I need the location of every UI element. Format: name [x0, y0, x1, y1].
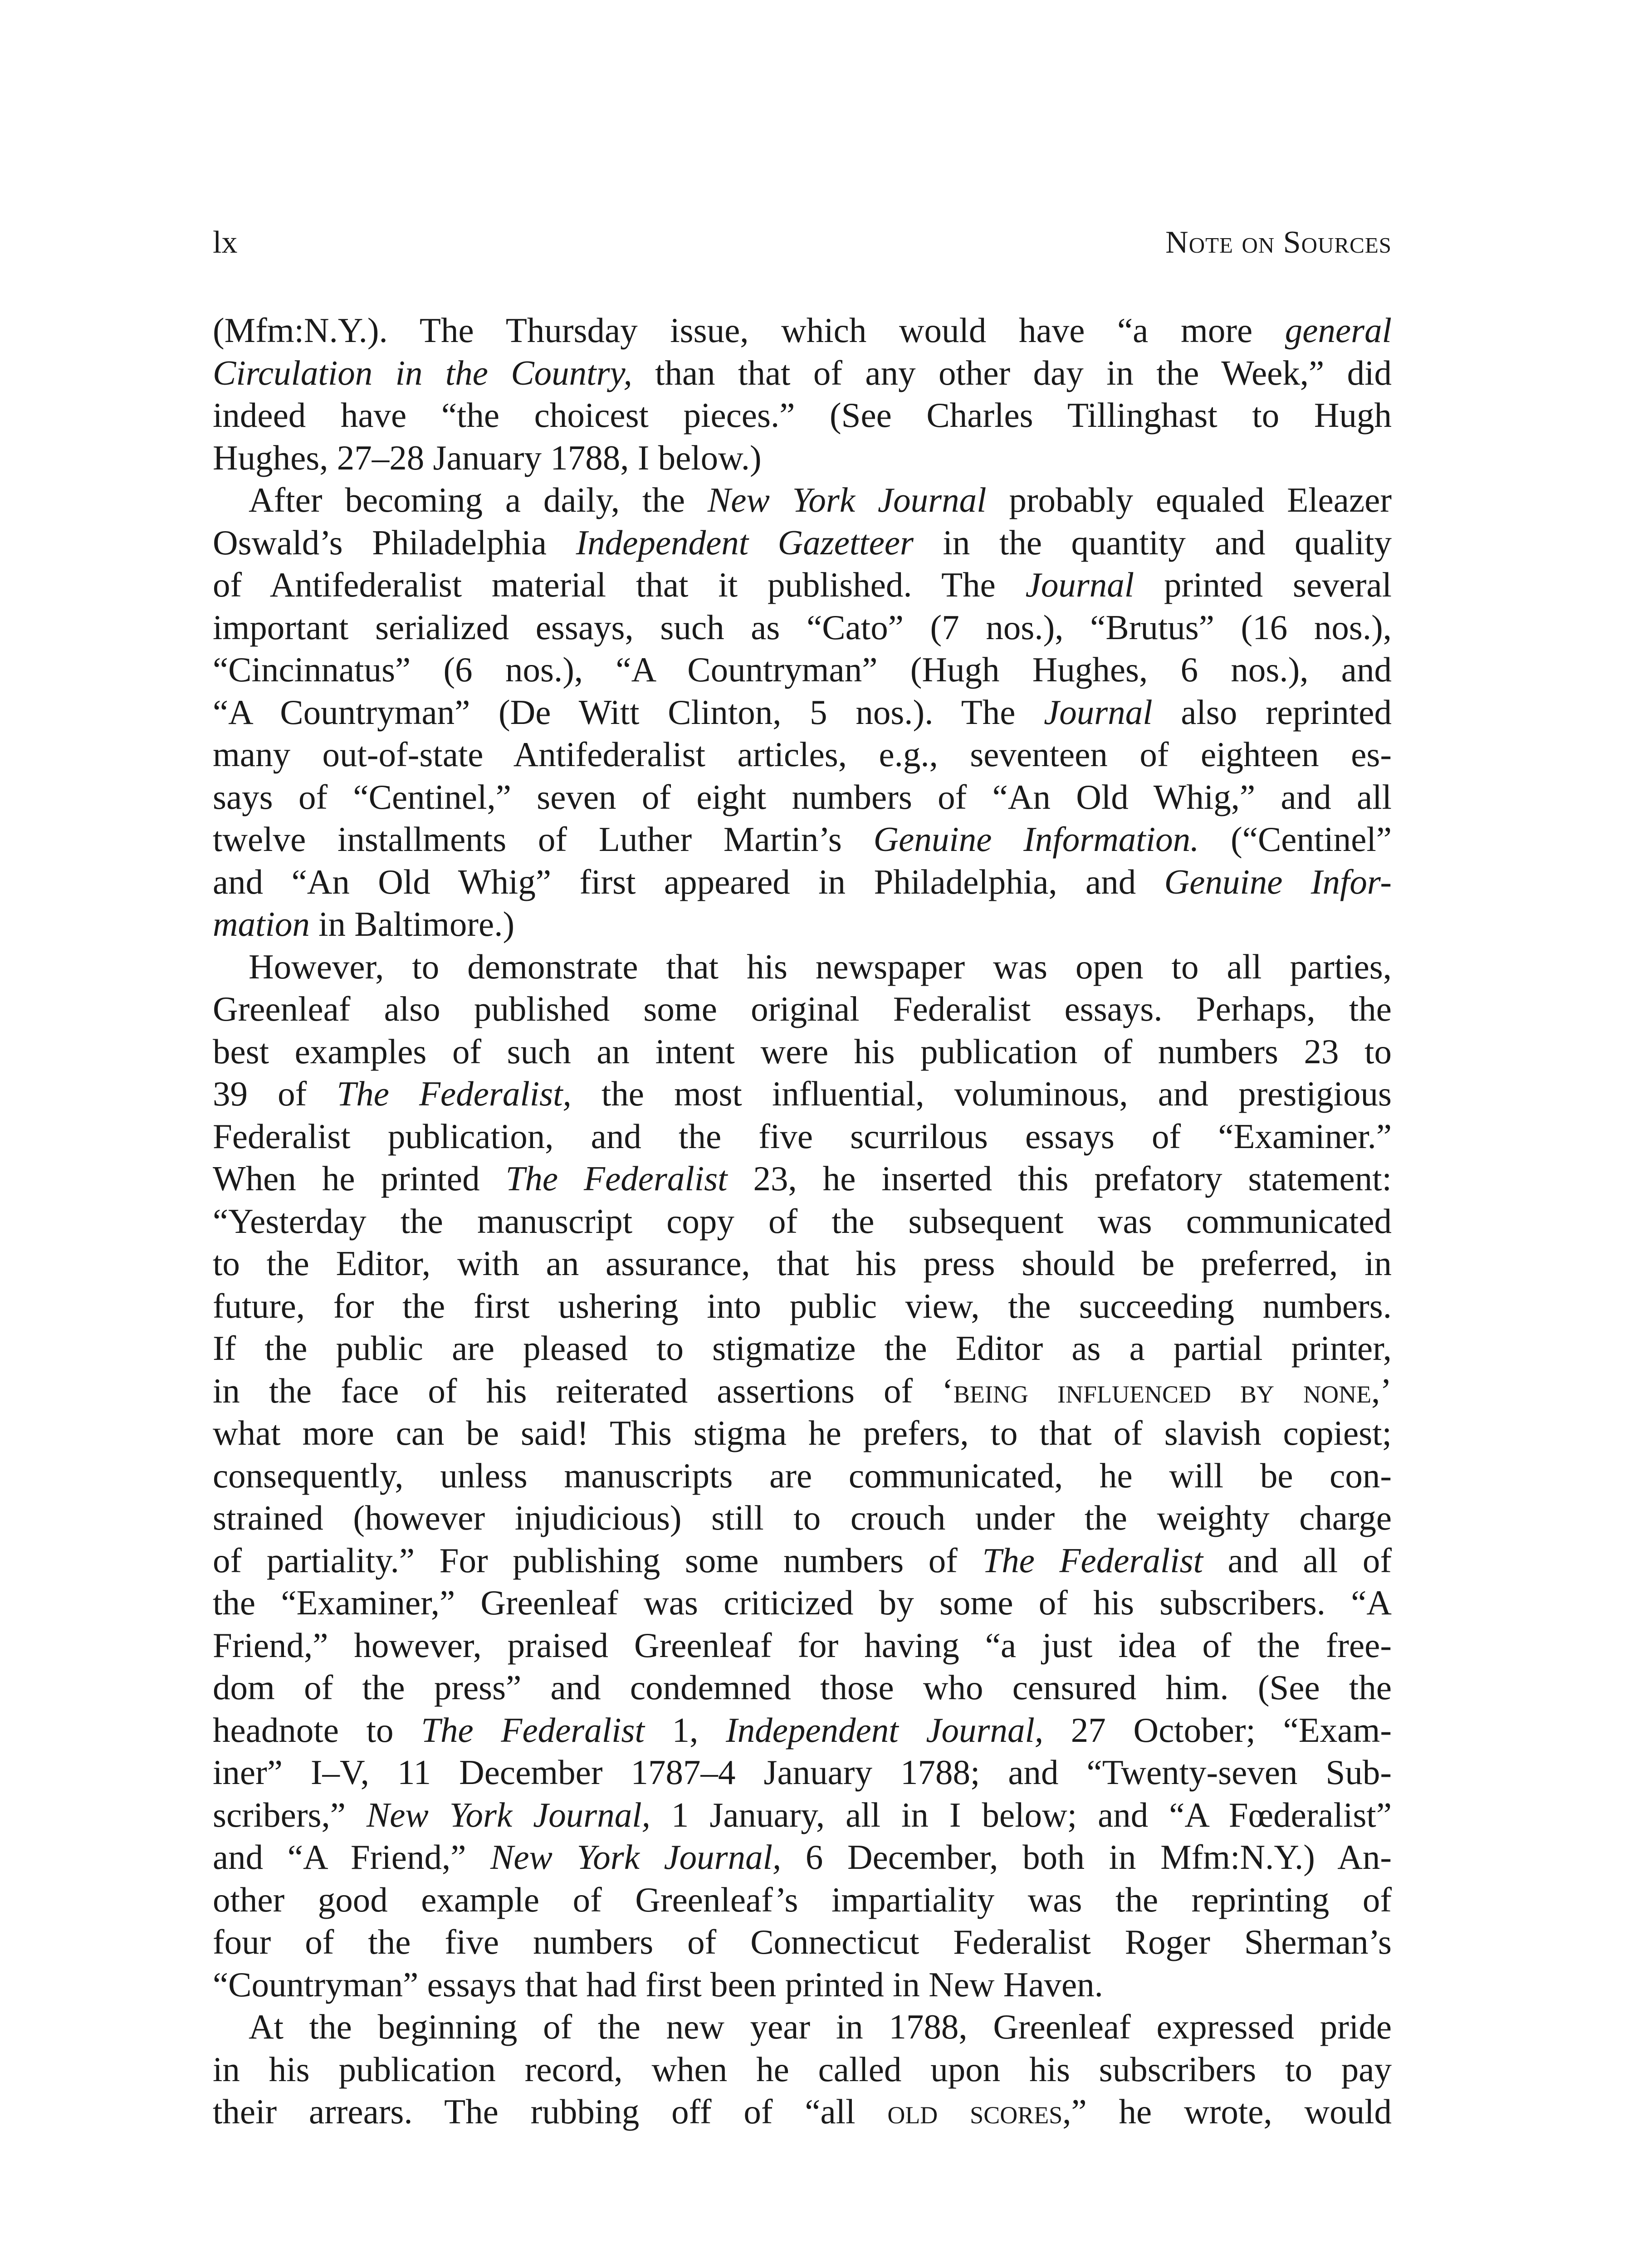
text-segment: future, for the first ushering into public view, the succeeding numbers. — [213, 1286, 1392, 1325]
text-line — [213, 1624, 1392, 1667]
italic-text: New York Journal, — [490, 1838, 782, 1877]
small-caps-text: being influenced by none, — [953, 1371, 1380, 1410]
italic-text: Journal — [1044, 692, 1153, 732]
text-segment: 1, — [644, 1710, 726, 1750]
text-line — [213, 564, 1392, 606]
italic-text: The Federalist — [982, 1540, 1203, 1580]
text-line — [213, 649, 1392, 691]
text-line — [213, 776, 1392, 819]
text-line — [213, 394, 1392, 437]
text-segment: Federalist publication, and the five scurrilous essays of “Examiner.” — [213, 1116, 1392, 1156]
text-segment: consequently, unless manuscripts are communicated, he will be con- — [213, 1456, 1392, 1495]
text-segment: strained (however injudicious) still to crouch under the weighty charge — [213, 1498, 1392, 1537]
text-segment: ” he wrote, would — [1071, 2092, 1392, 2131]
text-segment: and all of — [1203, 1540, 1392, 1580]
text-line — [213, 1667, 1392, 1709]
text-segment: in Baltimore.) — [309, 904, 515, 943]
text-line — [213, 1836, 1392, 1879]
text-line — [213, 1327, 1392, 1370]
text-segment: (“Centinel” — [1199, 820, 1392, 859]
text-line — [213, 1709, 1392, 1752]
italic-text: New York Journal — [707, 480, 987, 519]
text-segment: also reprinted — [1152, 692, 1392, 732]
text-line — [213, 1582, 1392, 1624]
text-line — [213, 2091, 1392, 2133]
italic-text: Journal — [1025, 565, 1134, 604]
text-segment: their arrears. The rubbing off of “all — [213, 2092, 888, 2131]
text-segment: in his publication record, when he called upon his subscribers to pay — [213, 2049, 1392, 2089]
italic-text: Genuine Information. — [873, 820, 1199, 859]
text-line — [213, 818, 1392, 861]
text-segment: important serialized essays, such as “Cato” (7 nos.), “Brutus” (16 nos.), — [213, 607, 1392, 647]
text-line — [213, 1921, 1392, 1964]
text-segment: 27 October; “Exam- — [1043, 1710, 1392, 1750]
text-segment: (Mfm:N.Y.). The Thursday issue, which would have “a more — [213, 311, 1285, 350]
text-segment: “A Countryman” (De Witt Clinton, 5 nos.). The — [213, 692, 1044, 732]
italic-text: Independent Journal, — [726, 1710, 1044, 1750]
text-segment: headnote to — [213, 1710, 421, 1750]
text-line — [213, 691, 1392, 734]
italic-text: Circulation in the Country, — [213, 353, 632, 392]
small-caps-text: old scores, — [887, 2092, 1071, 2131]
italic-text: The Federalist, — [337, 1074, 572, 1113]
text-segment: says of “Centinel,” seven of eight numbers of “An Old Whig,” and all — [213, 777, 1392, 816]
text-line — [213, 861, 1392, 904]
text-segment: the most influential, voluminous, and prestigious — [571, 1074, 1392, 1113]
text-line — [213, 1370, 1392, 1413]
text-segment: and “An Old Whig” first appeared in Philadelphia, and — [213, 862, 1164, 901]
text-line — [213, 733, 1392, 776]
text-line — [213, 1073, 1392, 1115]
text-line — [213, 1412, 1392, 1455]
italic-text: Independent Gazetteer — [576, 523, 914, 562]
text-segment: in the face of his reiterated assertions of ‘ — [213, 1371, 953, 1410]
text-line — [213, 1540, 1392, 1582]
text-segment: four of the five numbers of Connecticut Federalist Roger Sherman’s — [213, 1922, 1392, 1961]
text-segment: printed several — [1134, 565, 1392, 604]
text-segment: “Cincinnatus” (6 nos.), “A Countryman” (Hugh Hughes, 6 nos.), and — [213, 650, 1392, 689]
text-segment: Greenleaf also published some original Federalist essays. Perhaps, the — [213, 989, 1392, 1028]
running-title: Note on Sources — [1165, 225, 1392, 260]
text-line — [213, 2006, 1392, 2048]
text-segment: of partiality.” For publishing some numbers of — [213, 1540, 983, 1580]
text-line — [213, 352, 1392, 395]
running-head — [213, 222, 1392, 263]
text-segment: than that of any other day in the Week,” did — [632, 353, 1392, 392]
text-segment: many out-of-state Antifederalist articles, e.g., seventeen of eighteen es- — [213, 735, 1392, 774]
italic-text: New York Journal, — [366, 1795, 650, 1834]
text-segment: scribers,” — [213, 1795, 367, 1834]
text-line — [213, 1285, 1392, 1328]
text-segment: “Yesterday the manuscript copy of the subsequent was communicated — [213, 1201, 1392, 1241]
text-segment: twelve installments of Luther Martin’s — [213, 820, 874, 859]
italic-text: The Federalist — [421, 1710, 645, 1750]
text-line — [213, 946, 1392, 988]
text-line — [213, 1031, 1392, 1073]
text-line — [213, 1455, 1392, 1497]
text-line — [213, 1158, 1392, 1200]
text-segment: best examples of such an intent were his publication of numbers 23 to — [213, 1031, 1392, 1071]
text-segment: 39 of — [213, 1074, 337, 1113]
text-segment: ’ — [1380, 1371, 1392, 1410]
text-segment: other good example of Greenleaf’s impartiality was the reprinting of — [213, 1880, 1392, 1919]
text-segment: to the Editor, with an assurance, that his press should be preferred, in — [213, 1244, 1392, 1283]
text-segment: However, to demonstrate that his newspaper was open to all parties, — [249, 947, 1392, 986]
text-line — [213, 606, 1392, 649]
text-line — [213, 903, 1392, 946]
text-segment: When he printed — [213, 1159, 506, 1198]
text-segment: Friend,” however, praised Greenleaf for having “a just idea of the free- — [213, 1625, 1392, 1665]
text-line — [213, 1751, 1392, 1794]
italic-text: mation — [213, 904, 310, 943]
italic-text: general — [1285, 311, 1392, 350]
text-line — [213, 1879, 1392, 1921]
text-line — [213, 988, 1392, 1031]
text-line — [213, 479, 1392, 522]
text-line — [213, 309, 1392, 352]
text-line — [213, 522, 1392, 564]
text-segment: Hughes, 27–28 January 1788, I below.) — [213, 438, 762, 477]
text-segment: “Countryman” essays that had first been printed in New Haven. — [213, 1965, 1103, 2004]
body-text — [213, 309, 1392, 2133]
text-segment: and “A Friend,” — [213, 1838, 490, 1877]
text-line — [213, 1115, 1392, 1158]
text-segment: in the quantity and quality — [914, 523, 1392, 562]
text-segment: 23, he inserted this prefatory statement: — [727, 1159, 1392, 1198]
text-line — [213, 437, 1392, 479]
text-segment: dom of the press” and condemned those who censured him. (See the — [213, 1668, 1392, 1707]
text-line — [213, 1497, 1392, 1540]
text-line — [213, 1242, 1392, 1285]
text-segment: the “Examiner,” Greenleaf was criticized by some of his subscribers. “A — [213, 1583, 1392, 1622]
text-segment: After becoming a daily, the — [249, 480, 708, 519]
text-line — [213, 2048, 1392, 2091]
text-segment: iner” I–V, 11 December 1787–4 January 1788; and “Twenty-seven Sub- — [213, 1753, 1392, 1792]
text-segment: If the public are pleased to stigmatize the Editor as a partial printer, — [213, 1329, 1392, 1368]
italic-text: The Federalist — [505, 1159, 728, 1198]
text-line — [213, 1794, 1392, 1837]
text-segment: Oswald’s Philadelphia — [213, 523, 576, 562]
text-line — [213, 1200, 1392, 1243]
text-segment: 6 December, both in Mfm:N.Y.) An- — [781, 1838, 1392, 1877]
text-line — [213, 1964, 1392, 2006]
italic-text: Genuine Infor- — [1164, 862, 1392, 901]
text-segment: probably equaled Eleazer — [986, 480, 1392, 519]
text-segment: of Antifederalist material that it published. The — [213, 565, 1026, 604]
text-segment: At the beginning of the new year in 1788, Greenleaf expressed pride — [249, 2007, 1392, 2046]
text-segment: indeed have “the choicest pieces.” (See Charles Tillinghast to Hugh — [213, 396, 1392, 435]
text-segment: what more can be said! This stigma he prefers, to that of slavish copiest; — [213, 1413, 1392, 1452]
text-segment: 1 January, all in I below; and “A Fœderalist” — [650, 1795, 1392, 1834]
page-number: lx — [213, 225, 238, 260]
